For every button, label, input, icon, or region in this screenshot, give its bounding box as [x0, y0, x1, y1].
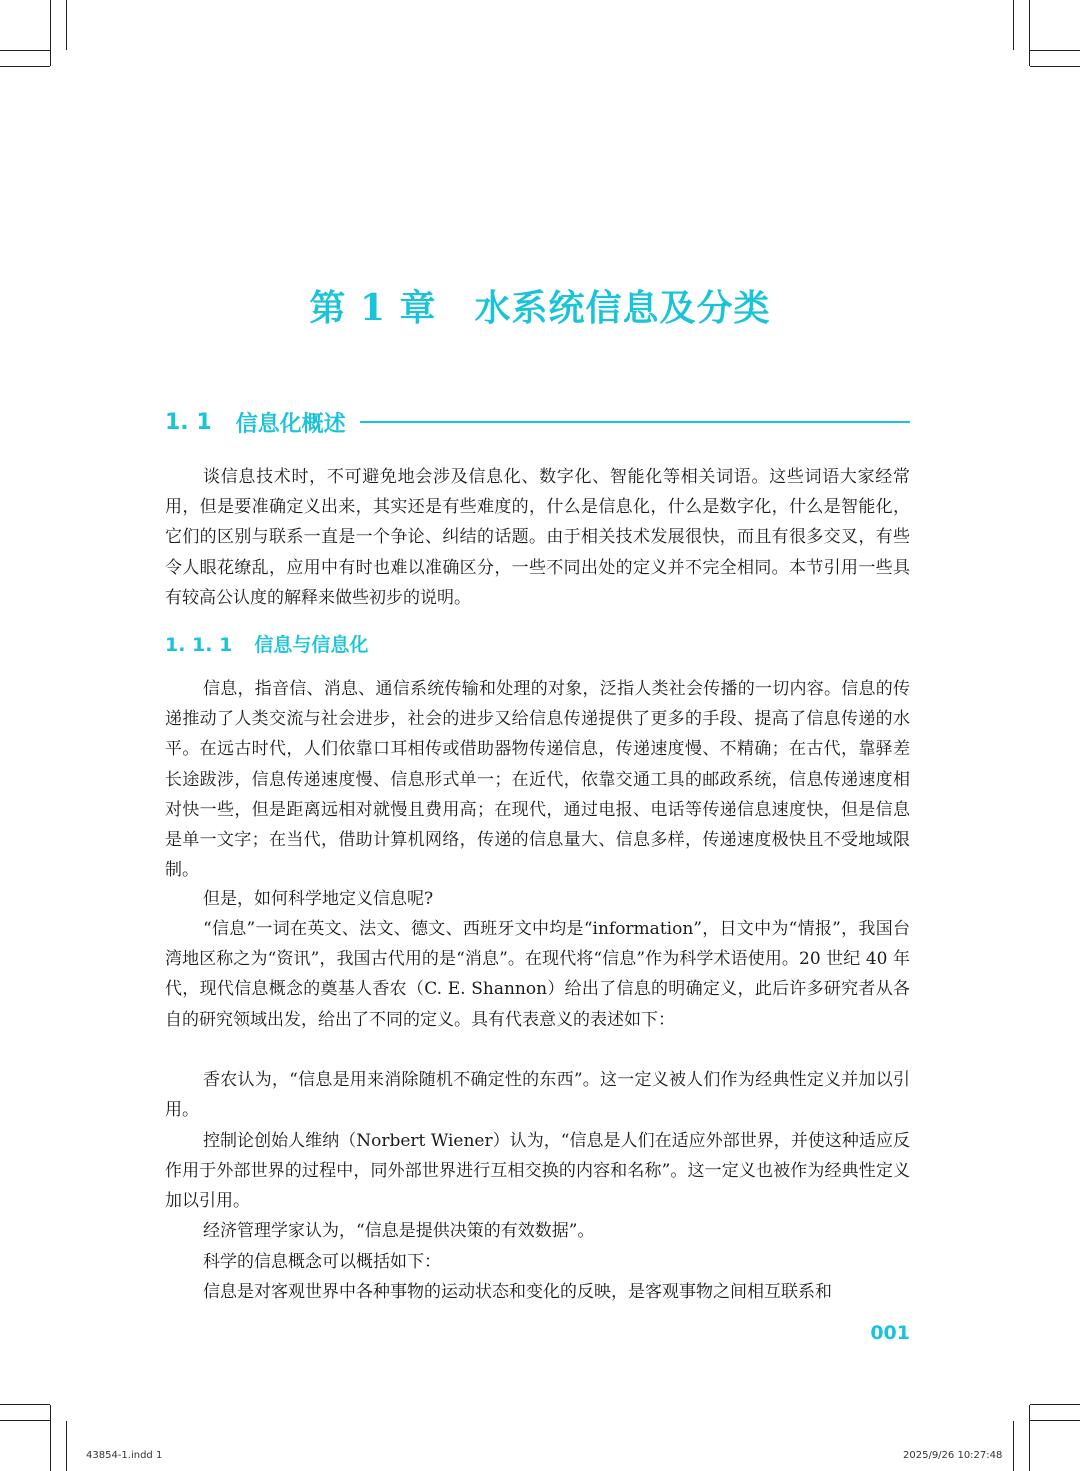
crop-mark-top-left-v [66, 0, 67, 50]
crop-mark-bottom-left-h2 [0, 1420, 50, 1421]
body-paragraph: 经济管理学家认为，“信息是提供决策的有效数据”。 [203, 1221, 595, 1241]
chapter-title [0, 280, 1080, 331]
crop-mark-bottom-right-h2 [1030, 1420, 1080, 1421]
subsection-title: 信息与信息化 [254, 634, 369, 656]
crop-mark-top-right-h [1030, 50, 1080, 51]
body-paragraph: 科学的信息概念可以概括如下： [203, 1252, 441, 1272]
crop-mark-bottom-right-v [1013, 1421, 1014, 1471]
body-paragraph: 香农认为，“信息是用来消除随机不确定性的东西”。这一定义被人们作为经典性定义并加以引用。 [165, 1070, 910, 1121]
body-paragraph: 信息是对客观世界中各种事物的运动状态和变化的反映，是客观事物之间相互联系和 [203, 1282, 832, 1302]
crop-mark-top-left-h [0, 50, 50, 51]
chapter-name: 水系统信息及分类 [474, 287, 771, 329]
subsection-number: 1. 1. 1 [165, 634, 233, 656]
section-title: 信息化概述 [235, 411, 346, 437]
crop-mark-top-left-h2 [0, 66, 50, 67]
body-paragraph: 控制论创始人维纳（Norbert Wiener）认为，“信息是人们在适应外部世界，并使这种适应反作用于外部世界的过程中，同外部世界进行互相交换的内容和名称”。这一定义也被作为经典性定义加以引用。 [165, 1131, 910, 1212]
section-rule [360, 421, 910, 423]
page-number: 001 [870, 1322, 910, 1344]
intro-paragraph: 谈信息技术时，不可避免地会涉及信息化、数字化、智能化等相关词语。这些词语大家经常用，但是要准确定义出来，其实还是有些难度的，什么是信息化，什么是数字化，什么是智能化，它们的区别与联系一直是一个争论、纠结的话题。由于相关技术发展很快，而且有很多交叉，有些令人眼花缭乱，应用中有时也难以准确区分，一些不同出处的定义并不完全相同。本节引用一些具有较高公认度的解释来做些初步的说明。 [165, 467, 910, 608]
crop-mark-top-right-v2 [1029, 0, 1030, 66]
crop-mark-bottom-left-v [50, 1405, 51, 1471]
slug-timestamp: 2025/9/26 10:27:48 [903, 1450, 1003, 1461]
body-paragraph: 信息，指音信、消息、通信系统传输和处理的对象，泛指人类社会传播的一切内容。信息的传递推动了人类交流与社会进步，社会的进步又给信息传递提供了更多的手段、提高了信息传递的水平。在远古时代，人们依靠口耳相传或借助器物传递信息，传递速度慢、不精确；在古代，靠驿差长途跋涉，信息传递速度慢、信息形式单一；在近代，依靠交通工具的邮政系统，信息传递速度相对快一些，但是距离远相对就慢且费用高；在现代，通过电报、电话等传递信息速度快，但是信息是单一文字；在当代，借助计算机网络，传递的信息量大、信息多样，传递速度极快且不受地域限制。 [165, 679, 910, 881]
crop-mark-top-left-v2 [50, 0, 51, 66]
crop-mark-bottom-right-h [1030, 1404, 1080, 1405]
chapter-number: 第 1 章 [309, 287, 437, 329]
crop-mark-bottom-right-v2 [1029, 1405, 1030, 1471]
body-paragraph: “信息”一词在英文、法文、德文、西班牙文中均是“information”，日文中为“情报”，我国台湾地区称之为“资讯”，我国古代用的是“消息”。在现代将“信息”作为科学术语使用。20 世纪 40 年代，现代信息概念的奠基人香农（C. E. Shannon）给出了信息的明确定义，此后许多研究者从各自的研究领域出发，给出了不同的定义。具有代表意义的表述如下： [165, 919, 910, 1030]
crop-mark-top-right-h2 [1030, 66, 1080, 67]
subsection-heading [165, 630, 368, 657]
section-number: 1. 1 [165, 409, 212, 435]
crop-mark-bottom-left-v2 [66, 1421, 67, 1471]
slug-file-name: 43854-1.indd 1 [86, 1450, 163, 1461]
crop-mark-bottom-left-h [0, 1404, 50, 1405]
section-heading [165, 404, 910, 440]
crop-mark-top-right-v [1013, 0, 1014, 50]
body-paragraph: 但是，如何科学地定义信息呢? [203, 889, 434, 909]
